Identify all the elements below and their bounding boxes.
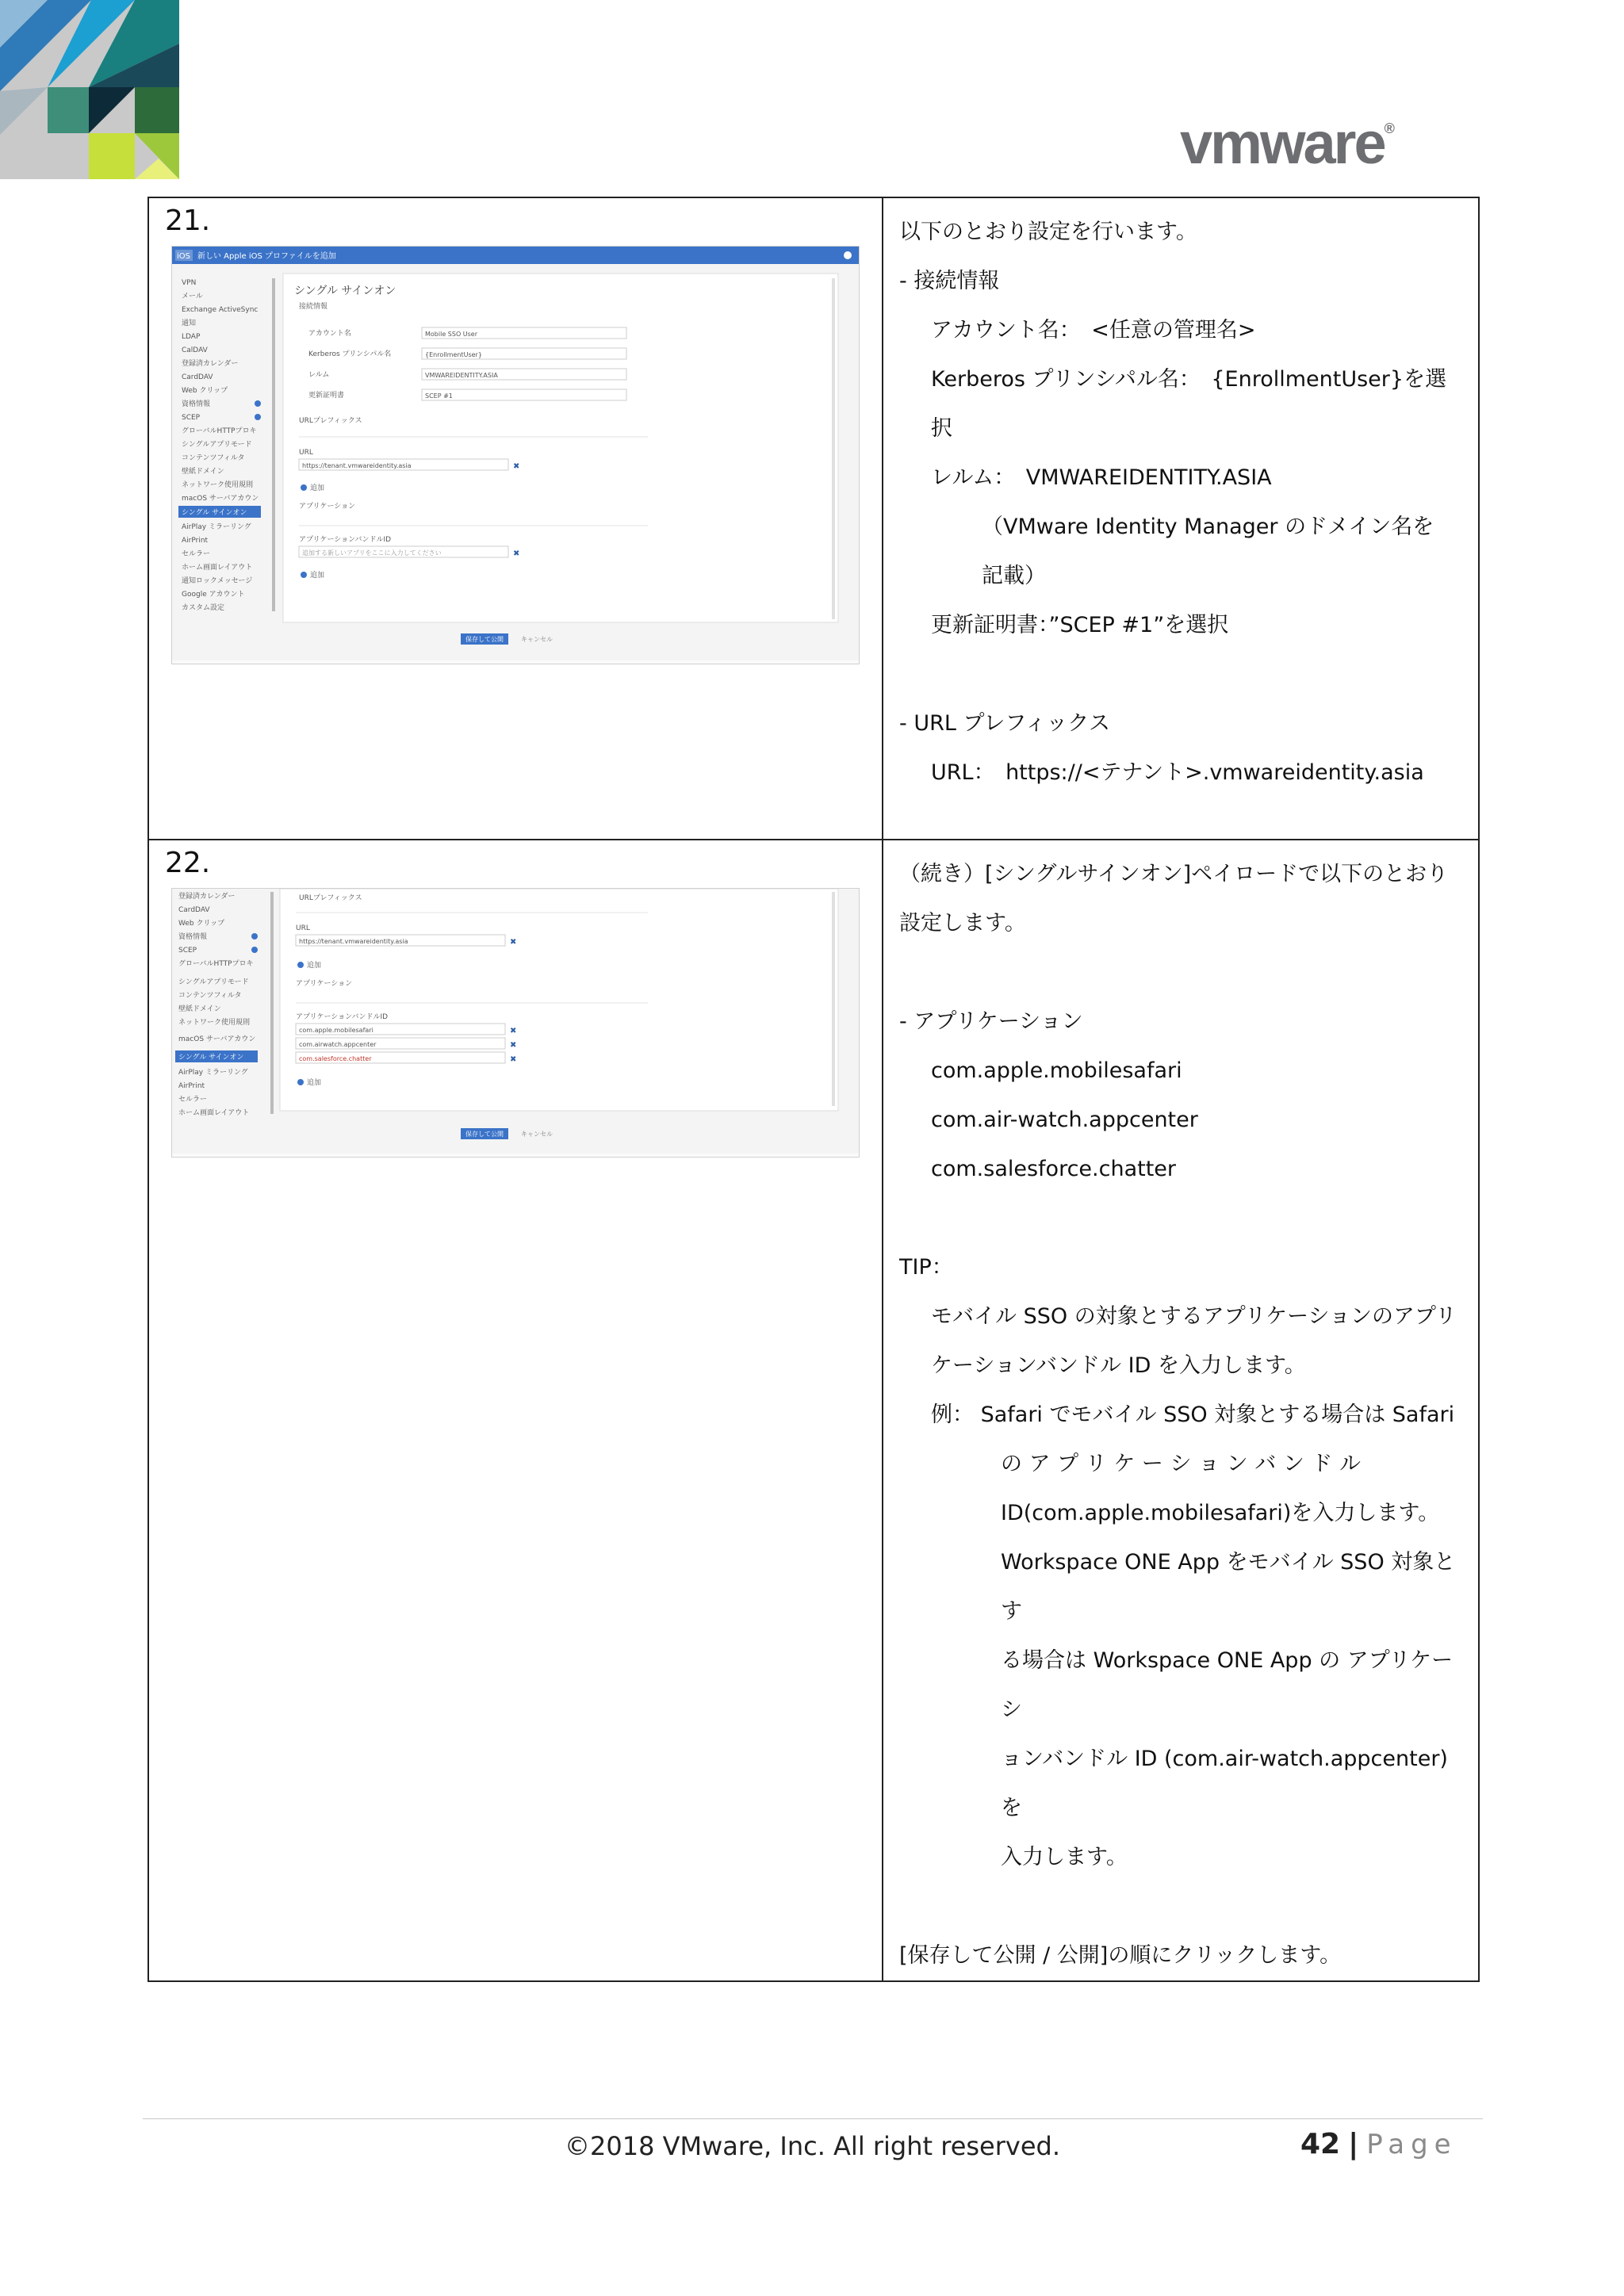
- page-separator: |: [1348, 2128, 1359, 2160]
- sidebar-item[interactable]: AirPrint: [182, 537, 209, 545]
- url-label: URL: [299, 449, 313, 457]
- add-app-button[interactable]: 追加: [307, 1079, 322, 1087]
- url-value: https://tenant.vmwareidentity.asia: [299, 938, 408, 945]
- sidebar-item[interactable]: CalDAV: [182, 346, 208, 354]
- sidebar-item[interactable]: SCEP: [182, 414, 201, 422]
- text-line: （VMware Identity Manager のドメイン名を: [982, 515, 1434, 539]
- screenshot-sso-applications: [171, 888, 860, 1158]
- content-scrollbar[interactable]: [832, 278, 835, 619]
- sidebar-item[interactable]: 通知: [182, 320, 197, 327]
- field-value: VMWAREIDENTITY.ASIA: [425, 372, 498, 379]
- text-line: 設定します。: [899, 911, 1026, 936]
- sidebar-item[interactable]: AirPlay ミラーリング: [178, 1069, 248, 1077]
- sidebar-item[interactable]: Web クリップ: [182, 387, 228, 395]
- bundle-label: アプリケーションバンドルID: [296, 1013, 389, 1021]
- sidebar-item-active[interactable]: シングル サインオン: [178, 1054, 244, 1062]
- step-21-image-cell: [148, 197, 883, 840]
- sidebar-item[interactable]: ネットワーク使用規則: [182, 481, 254, 489]
- sidebar-item[interactable]: SCEP: [178, 947, 197, 955]
- sidebar-scrollbar[interactable]: [272, 278, 275, 611]
- text-line: com.air-watch.appcenter: [931, 1108, 1198, 1132]
- remove-app-icon[interactable]: ✖: [510, 1027, 517, 1035]
- bundle-id-value: com.airwatch.appcenter: [299, 1041, 377, 1048]
- page-word: Page: [1366, 2129, 1457, 2160]
- sidebar-item[interactable]: コンテンツフィルタ: [182, 454, 245, 462]
- text-line: る場合は Workspace ONE App の アプリケーシ: [1001, 1648, 1454, 1722]
- sidebar-item[interactable]: グローバルHTTPプロキ: [182, 427, 257, 435]
- sidebar-item[interactable]: グローバルHTTPプロキ: [178, 960, 254, 968]
- cancel-button[interactable]: キャンセル: [521, 636, 553, 643]
- step-22-image-cell: [148, 840, 883, 1981]
- sidebar-item[interactable]: 資格情報: [178, 933, 208, 941]
- page-number: 42: [1300, 2128, 1341, 2160]
- bundle-id-value: com.apple.mobilesafari: [299, 1027, 373, 1034]
- steps-table: [147, 197, 1480, 1982]
- os-badge: iOS: [177, 252, 190, 261]
- add-icon[interactable]: [297, 962, 304, 968]
- field-label: Kerberos プリンシパル名: [308, 350, 392, 358]
- sidebar-item[interactable]: LDAP: [182, 333, 201, 341]
- footer-copyright: ©2018 VMware, Inc. All right reserved.: [565, 2131, 1060, 2161]
- field-value: {EnrollmentUser}: [425, 351, 482, 358]
- sidebar-item[interactable]: Exchange ActiveSync: [182, 306, 259, 314]
- bundle-label: アプリケーションバンドルID: [299, 536, 392, 544]
- apps-title: アプリケーション: [299, 503, 356, 511]
- text-line: （続き）[シングルサインオン]ペイロードで以下のとおり: [899, 862, 1449, 886]
- text-line: - 接続情報: [899, 269, 1000, 293]
- sidebar-item[interactable]: 資格情報: [182, 400, 211, 408]
- field-label: 更新証明書: [308, 392, 345, 400]
- field-value: Mobile SSO User: [425, 331, 478, 338]
- step-22-instructions: [883, 840, 1478, 1980]
- remove-app-icon[interactable]: ✖: [510, 1055, 517, 1064]
- sidebar-item-active[interactable]: シングル サインオン: [182, 509, 247, 517]
- remove-url-icon[interactable]: ✖: [510, 938, 517, 947]
- step-number: 22.: [165, 847, 211, 879]
- url-value: https://tenant.vmwareidentity.asia: [302, 462, 412, 469]
- step-21-instructions: [883, 198, 1478, 798]
- content-scrollbar[interactable]: [832, 892, 835, 1106]
- bundle-id-value: com.salesforce.chatter: [299, 1055, 372, 1062]
- save-publish-label: 保存して公開: [465, 636, 504, 643]
- step-21-text-cell: [883, 197, 1479, 840]
- subsection-title: 接続情報: [299, 303, 328, 311]
- sidebar-item[interactable]: セルラー: [178, 1096, 208, 1104]
- add-icon[interactable]: [301, 572, 307, 578]
- sidebar-item[interactable]: ネットワーク使用規則: [178, 1019, 251, 1027]
- add-url-button[interactable]: 追加: [310, 484, 325, 492]
- text-line: 択: [931, 416, 952, 441]
- sidebar-scrollbar[interactable]: [270, 892, 274, 1114]
- screenshot-sso-settings: [171, 246, 860, 664]
- text-line: ケーションバンドル ID を入力します。: [931, 1353, 1306, 1378]
- sidebar-item[interactable]: カスタム設定: [182, 604, 225, 612]
- text-line: com.salesforce.chatter: [931, 1157, 1176, 1181]
- text-line: レルム： VMWAREIDENTITY.ASIA: [931, 465, 1272, 490]
- sidebar-item[interactable]: VPN: [182, 279, 197, 287]
- sidebar-item[interactable]: Web クリップ: [178, 920, 225, 928]
- step-row-21: [148, 197, 1479, 840]
- sidebar-item[interactable]: CardDAV: [182, 373, 213, 381]
- add-icon[interactable]: [297, 1079, 304, 1085]
- remove-app-icon[interactable]: ✖: [513, 549, 520, 558]
- sidebar-item[interactable]: AirPlay ミラーリング: [182, 523, 251, 531]
- sidebar-item[interactable]: シングルアプリモード: [178, 978, 249, 986]
- text-line: 更新証明書：”SCEP #1”を選択: [931, 613, 1229, 637]
- screenshot-sso-applications-image: [172, 889, 859, 1154]
- text-line: 入力します。: [1001, 1845, 1128, 1869]
- gear-icon[interactable]: [844, 251, 852, 259]
- text-line: ョンバンドル ID (com.air-watch.appcenter)を: [1001, 1747, 1448, 1820]
- url-label: URL: [296, 924, 310, 932]
- cancel-button[interactable]: キャンセル: [521, 1131, 553, 1138]
- url-prefix-title: URLプレフィックス: [299, 894, 362, 902]
- sidebar-item[interactable]: ホーム画面レイアウト: [182, 564, 253, 572]
- sidebar-item[interactable]: macOS サーバアカウン: [182, 495, 259, 503]
- sidebar-item[interactable]: メール: [182, 293, 203, 300]
- text-line: Kerberos プリンシパル名： {EnrollmentUser}を選: [931, 367, 1447, 392]
- field-value: SCEP #1: [425, 392, 453, 400]
- text-line: - アプリケーション: [899, 1009, 1083, 1034]
- corner-triangles-decoration: [0, 0, 179, 179]
- section-title: シングル サインオン: [294, 285, 396, 297]
- sidebar-item[interactable]: 通知ロックメッセージ: [182, 577, 253, 585]
- add-url-button[interactable]: 追加: [307, 962, 322, 970]
- step-row-22: [148, 840, 1479, 1981]
- window-title: 新しい Apple iOS プロファイルを追加: [197, 252, 336, 261]
- sidebar-item[interactable]: ホーム画面レイアウト: [178, 1109, 250, 1117]
- screenshot-sso-settings-image: [172, 247, 859, 660]
- text-line: com.apple.mobilesafari: [931, 1058, 1182, 1083]
- text-line: - URL プレフィックス: [899, 711, 1110, 736]
- text-line: [保存して公開 / 公開]の順にクリックします。: [899, 1943, 1342, 1968]
- text-line: Workspace ONE App をモバイル SSO 対象とす: [1001, 1550, 1456, 1624]
- text-line: TIP：: [899, 1255, 953, 1280]
- add-icon[interactable]: [301, 484, 307, 491]
- sidebar-item[interactable]: 壁紙ドメイン: [182, 468, 224, 476]
- url-prefix-title: URLプレフィックス: [299, 417, 362, 425]
- step-22-text-cell: [883, 840, 1479, 1981]
- text-line: モバイル SSO の対象とするアプリケーションのアプリ: [931, 1304, 1457, 1329]
- text-line: 以下のとおり設定を行います。: [899, 220, 1197, 244]
- add-app-button[interactable]: 追加: [310, 572, 325, 580]
- text-line: 例： Safari でモバイル SSO 対象とする場合は Safari: [931, 1402, 1455, 1427]
- remove-app-icon[interactable]: ✖: [510, 1041, 517, 1050]
- sidebar-item[interactable]: Google アカウント: [182, 591, 245, 599]
- sidebar-item[interactable]: コンテンツフィルタ: [178, 992, 242, 1000]
- text-line: ID(com.apple.mobilesafari)を入力します。: [1001, 1501, 1440, 1525]
- remove-url-icon[interactable]: ✖: [513, 462, 520, 471]
- sidebar-item[interactable]: セルラー: [182, 550, 211, 558]
- save-publish-label: 保存して公開: [465, 1131, 504, 1138]
- sidebar-item[interactable]: 壁紙ドメイン: [178, 1005, 221, 1013]
- text-line: URL： https://<テナント>.vmwareidentity.asia: [931, 760, 1424, 785]
- sidebar-item[interactable]: macOS サーバアカウン: [178, 1035, 256, 1043]
- sidebar-item[interactable]: CardDAV: [178, 906, 210, 914]
- footer-divider: [143, 2118, 1483, 2119]
- vmware-logo: vmware®: [1180, 110, 1395, 176]
- footer-page-number: [1300, 2128, 1457, 2160]
- step-number: 21.: [165, 205, 211, 237]
- sidebar-item[interactable]: AirPrint: [178, 1082, 205, 1090]
- sidebar-item[interactable]: 登録済カレンダー: [182, 360, 239, 368]
- text-line: 記載）: [982, 564, 1046, 588]
- apps-title: アプリケーション: [296, 980, 353, 988]
- field-label: レルム: [308, 371, 330, 379]
- text-line: アカウント名： <任意の管理名>: [931, 318, 1256, 342]
- sidebar-item[interactable]: シングルアプリモード: [182, 441, 252, 449]
- text-line: の ア プ リ ケ ー シ ョ ン バ ン ド ル: [1001, 1452, 1361, 1476]
- sidebar-item[interactable]: 登録済カレンダー: [178, 893, 236, 901]
- bundle-placeholder: 追加する新しいアプリをここに入力してください: [302, 549, 442, 557]
- field-label: アカウント名: [308, 330, 351, 338]
